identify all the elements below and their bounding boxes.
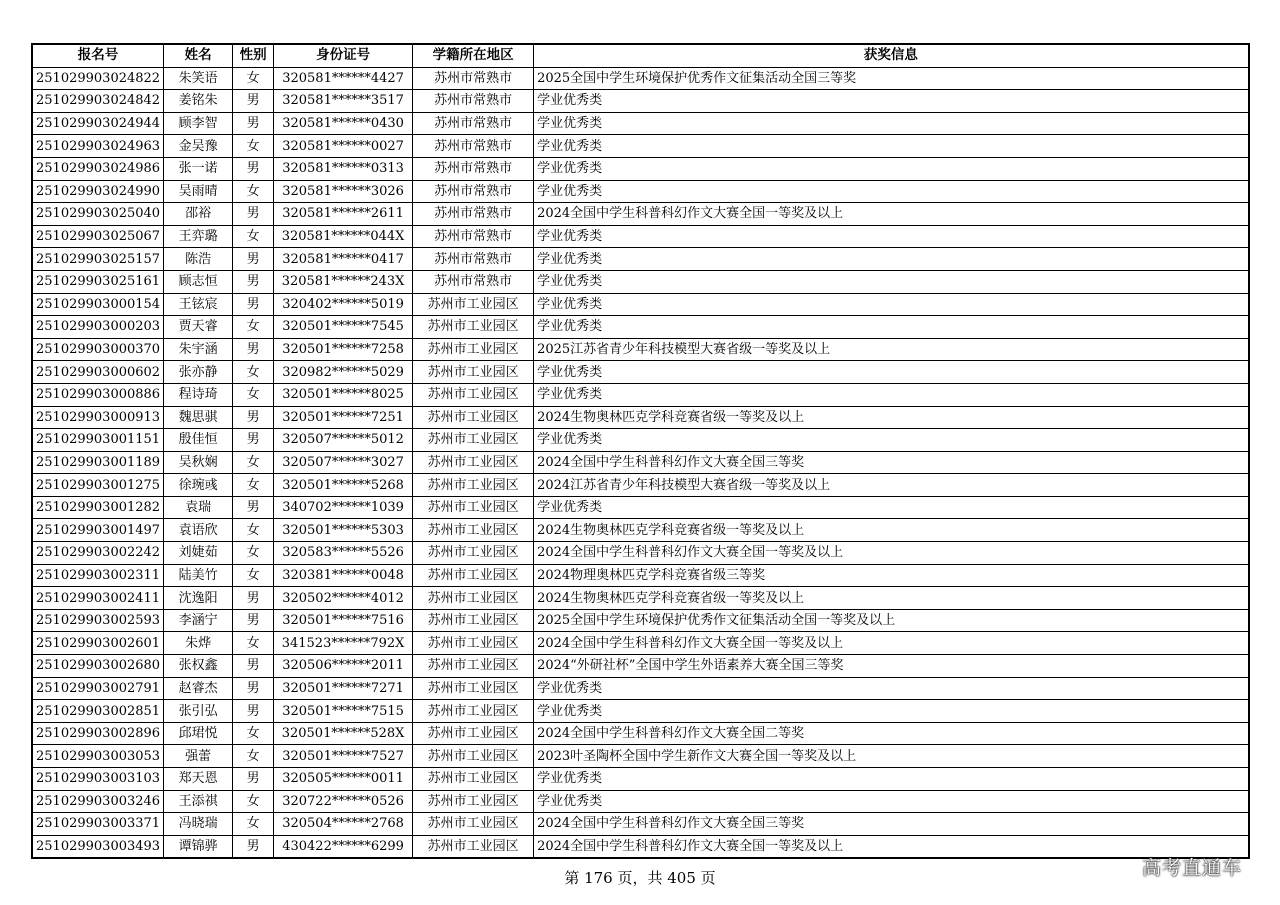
region-cell: 苏州市工业园区 <box>413 542 534 565</box>
gender-cell: 男 <box>233 835 274 858</box>
id-number-cell: 320581******0027 <box>274 135 413 158</box>
name-cell: 袁语欣 <box>164 519 233 542</box>
name-cell: 张引弘 <box>164 700 233 723</box>
table-row <box>32 180 1249 203</box>
table-row <box>32 835 1249 858</box>
registration-no-cell: 251029903000602 <box>32 361 164 384</box>
award-info-cell: 2024全国中学生科普科幻作文大赛全国一等奖及以上 <box>534 542 1249 565</box>
region-cell: 苏州市工业园区 <box>413 609 534 632</box>
registration-no-cell: 251029903001189 <box>32 451 164 474</box>
region-cell: 苏州市工业园区 <box>413 383 534 406</box>
registration-no-cell: 251029903002851 <box>32 700 164 723</box>
award-info-cell: 2024全国中学生科普科幻作文大赛全国一等奖及以上 <box>534 632 1249 655</box>
id-number-cell: 320581******0313 <box>274 157 413 180</box>
gender-cell: 女 <box>233 632 274 655</box>
registration-no-cell: 251029903025157 <box>32 248 164 271</box>
id-number-cell: 320501******528X <box>274 722 413 745</box>
name-cell: 顾志恒 <box>164 270 233 293</box>
gender-cell: 男 <box>233 587 274 610</box>
name-cell: 陈浩 <box>164 248 233 271</box>
table-row <box>32 542 1249 565</box>
id-number-cell: 320501******5268 <box>274 474 413 497</box>
region-cell: 苏州市常熟市 <box>413 90 534 113</box>
region-cell: 苏州市工业园区 <box>413 429 534 452</box>
id-number-cell: 320501******7516 <box>274 609 413 632</box>
column-header-id-number: 身份证号 <box>274 44 413 67</box>
registration-no-cell: 251029903002242 <box>32 542 164 565</box>
table-row <box>32 813 1249 836</box>
gender-cell: 男 <box>233 293 274 316</box>
name-cell: 陆美竹 <box>164 564 233 587</box>
registration-no-cell: 251029903003246 <box>32 790 164 813</box>
award-info-cell: 学业优秀类 <box>534 270 1249 293</box>
registration-no-cell: 251029903003103 <box>32 768 164 791</box>
name-cell: 殷佳恒 <box>164 429 233 452</box>
gender-cell: 男 <box>233 700 274 723</box>
award-info-cell: 学业优秀类 <box>534 316 1249 339</box>
region-cell: 苏州市常熟市 <box>413 135 534 158</box>
award-info-cell: 2025江苏省青少年科技模型大赛省级一等奖及以上 <box>534 338 1249 361</box>
registration-no-cell: 251029903002411 <box>32 587 164 610</box>
table-row <box>32 406 1249 429</box>
gender-cell: 女 <box>233 519 274 542</box>
gender-cell: 女 <box>233 542 274 565</box>
name-cell: 张权鑫 <box>164 655 233 678</box>
name-cell: 徐琬彧 <box>164 474 233 497</box>
name-cell: 冯晓瑞 <box>164 813 233 836</box>
name-cell: 刘婕茹 <box>164 542 233 565</box>
id-number-cell: 320505******0011 <box>274 768 413 791</box>
table-row <box>32 90 1249 113</box>
award-info-cell: 学业优秀类 <box>534 248 1249 271</box>
registration-no-cell: 251029903024990 <box>32 180 164 203</box>
id-number-cell: 320501******7271 <box>274 677 413 700</box>
region-cell: 苏州市工业园区 <box>413 835 534 858</box>
registration-no-cell: 251029903024944 <box>32 112 164 135</box>
page-number: 第 176 页，共 405 页 <box>564 869 716 887</box>
table-row <box>32 632 1249 655</box>
table-row <box>32 248 1249 271</box>
gender-cell: 男 <box>233 496 274 519</box>
region-cell: 苏州市常熟市 <box>413 248 534 271</box>
table-row <box>32 564 1249 587</box>
name-cell: 姜铭朱 <box>164 90 233 113</box>
award-info-cell: 学业优秀类 <box>534 90 1249 113</box>
award-info-cell: 2025全国中学生环境保护优秀作文征集活动全国一等奖及以上 <box>534 609 1249 632</box>
table-row <box>32 112 1249 135</box>
name-cell: 王添祺 <box>164 790 233 813</box>
table-row <box>32 316 1249 339</box>
gender-cell: 男 <box>233 157 274 180</box>
region-cell: 苏州市工业园区 <box>413 519 534 542</box>
id-number-cell: 320506******2011 <box>274 655 413 678</box>
gender-cell: 女 <box>233 722 274 745</box>
table-row <box>32 67 1249 90</box>
award-info-cell: 2024生物奥林匹克学科竞赛省级一等奖及以上 <box>534 519 1249 542</box>
region-cell: 苏州市常熟市 <box>413 112 534 135</box>
region-cell: 苏州市常熟市 <box>413 67 534 90</box>
region-cell: 苏州市常熟市 <box>413 180 534 203</box>
gender-cell: 男 <box>233 203 274 226</box>
table-row <box>32 135 1249 158</box>
id-number-cell: 320501******8025 <box>274 383 413 406</box>
gender-cell: 女 <box>233 745 274 768</box>
id-number-cell: 340702******1039 <box>274 496 413 519</box>
region-cell: 苏州市工业园区 <box>413 406 534 429</box>
registration-no-cell: 251029903025040 <box>32 203 164 226</box>
name-cell: 沈逸阳 <box>164 587 233 610</box>
table-row <box>32 429 1249 452</box>
award-info-cell: 学业优秀类 <box>534 790 1249 813</box>
table-row <box>32 745 1249 768</box>
award-info-cell: 学业优秀类 <box>534 293 1249 316</box>
gender-cell: 男 <box>233 248 274 271</box>
column-header-name: 姓名 <box>164 44 233 67</box>
id-number-cell: 320501******7527 <box>274 745 413 768</box>
id-number-cell: 320581******0430 <box>274 112 413 135</box>
award-info-cell: 2024全国中学生科普科幻作文大赛全国三等奖 <box>534 451 1249 474</box>
name-cell: 程诗琦 <box>164 383 233 406</box>
table-row <box>32 722 1249 745</box>
table-header-row <box>32 44 1249 67</box>
registration-no-cell: 251029903000913 <box>32 406 164 429</box>
region-cell: 苏州市常熟市 <box>413 203 534 226</box>
registration-no-cell: 251029903000154 <box>32 293 164 316</box>
name-cell: 王铉宸 <box>164 293 233 316</box>
name-cell: 邵裕 <box>164 203 233 226</box>
watermark-logo: 高考直通车 <box>1142 857 1243 879</box>
id-number-cell: 320507******5012 <box>274 429 413 452</box>
name-cell: 魏思骐 <box>164 406 233 429</box>
award-info-cell: 学业优秀类 <box>534 135 1249 158</box>
name-cell: 朱笑语 <box>164 67 233 90</box>
award-info-cell: 学业优秀类 <box>534 225 1249 248</box>
id-number-cell: 320581******243X <box>274 270 413 293</box>
id-number-cell: 320581******4427 <box>274 67 413 90</box>
region-cell: 苏州市工业园区 <box>413 587 534 610</box>
region-cell: 苏州市工业园区 <box>413 338 534 361</box>
registration-no-cell: 251029903025161 <box>32 270 164 293</box>
gender-cell: 男 <box>233 655 274 678</box>
region-cell: 苏州市工业园区 <box>413 316 534 339</box>
gender-cell: 男 <box>233 609 274 632</box>
gender-cell: 女 <box>233 474 274 497</box>
name-cell: 顾李智 <box>164 112 233 135</box>
table-row <box>32 474 1249 497</box>
gender-cell: 女 <box>233 67 274 90</box>
award-info-cell: 2024全国中学生科普科幻作文大赛全国一等奖及以上 <box>534 835 1249 858</box>
table-row <box>32 519 1249 542</box>
award-info-cell: 2024生物奥林匹克学科竞赛省级一等奖及以上 <box>534 587 1249 610</box>
id-number-cell: 320982******5029 <box>274 361 413 384</box>
award-info-cell: 学业优秀类 <box>534 677 1249 700</box>
gender-cell: 男 <box>233 677 274 700</box>
award-info-cell: 学业优秀类 <box>534 496 1249 519</box>
id-number-cell: 320502******4012 <box>274 587 413 610</box>
gender-cell: 女 <box>233 361 274 384</box>
gender-cell: 女 <box>233 451 274 474</box>
column-header-region: 学籍所在地区 <box>413 44 534 67</box>
name-cell: 邱珺悦 <box>164 722 233 745</box>
table-row <box>32 157 1249 180</box>
name-cell: 张亦静 <box>164 361 233 384</box>
table-row <box>32 225 1249 248</box>
gender-cell: 男 <box>233 90 274 113</box>
table-row <box>32 768 1249 791</box>
name-cell: 朱宇涵 <box>164 338 233 361</box>
name-cell: 袁瑞 <box>164 496 233 519</box>
name-cell: 谭锦骅 <box>164 835 233 858</box>
gender-cell: 男 <box>233 429 274 452</box>
id-number-cell: 320402******5019 <box>274 293 413 316</box>
region-cell: 苏州市工业园区 <box>413 632 534 655</box>
name-cell: 强蕾 <box>164 745 233 768</box>
region-cell: 苏州市工业园区 <box>413 293 534 316</box>
gender-cell: 女 <box>233 135 274 158</box>
region-cell: 苏州市工业园区 <box>413 451 534 474</box>
id-number-cell: 320501******7515 <box>274 700 413 723</box>
id-number-cell: 320581******0417 <box>274 248 413 271</box>
name-cell: 金吴豫 <box>164 135 233 158</box>
gender-cell: 女 <box>233 383 274 406</box>
region-cell: 苏州市工业园区 <box>413 474 534 497</box>
region-cell: 苏州市工业园区 <box>413 790 534 813</box>
table-row <box>32 203 1249 226</box>
gender-cell: 男 <box>233 768 274 791</box>
table-row <box>32 496 1249 519</box>
region-cell: 苏州市常熟市 <box>413 225 534 248</box>
region-cell: 苏州市工业园区 <box>413 768 534 791</box>
name-cell: 李涵宁 <box>164 609 233 632</box>
region-cell: 苏州市工业园区 <box>413 813 534 836</box>
gender-cell: 男 <box>233 112 274 135</box>
registration-no-cell: 251029903002791 <box>32 677 164 700</box>
name-cell: 贾天睿 <box>164 316 233 339</box>
name-cell: 吴秋娴 <box>164 451 233 474</box>
award-info-cell: 2024全国中学生科普科幻作文大赛全国一等奖及以上 <box>534 203 1249 226</box>
id-number-cell: 320581******3026 <box>274 180 413 203</box>
id-number-cell: 320581******044X <box>274 225 413 248</box>
award-info-cell: 2023叶圣陶杯全国中学生新作文大赛全国一等奖及以上 <box>534 745 1249 768</box>
registration-no-cell: 251029903002680 <box>32 655 164 678</box>
table-row <box>32 655 1249 678</box>
region-cell: 苏州市工业园区 <box>413 677 534 700</box>
id-number-cell: 320507******3027 <box>274 451 413 474</box>
award-info-cell: 学业优秀类 <box>534 361 1249 384</box>
id-number-cell: 320583******5526 <box>274 542 413 565</box>
column-header-gender: 性别 <box>233 44 274 67</box>
id-number-cell: 320381******0048 <box>274 564 413 587</box>
id-number-cell: 341523******792X <box>274 632 413 655</box>
table-row <box>32 361 1249 384</box>
id-number-cell: 320581******3517 <box>274 90 413 113</box>
gender-cell: 女 <box>233 813 274 836</box>
award-info-cell: 学业优秀类 <box>534 383 1249 406</box>
award-info-cell: 学业优秀类 <box>534 112 1249 135</box>
award-info-cell: 2024全国中学生科普科幻作文大赛全国二等奖 <box>534 722 1249 745</box>
name-cell: 张一诺 <box>164 157 233 180</box>
name-cell: 朱烨 <box>164 632 233 655</box>
award-info-cell: 2024江苏省青少年科技模型大赛省级一等奖及以上 <box>534 474 1249 497</box>
region-cell: 苏州市工业园区 <box>413 496 534 519</box>
name-cell: 赵睿杰 <box>164 677 233 700</box>
registration-no-cell: 251029903001497 <box>32 519 164 542</box>
registration-no-cell: 251029903003371 <box>32 813 164 836</box>
award-info-cell: 2025全国中学生环境保护优秀作文征集活动全国三等奖 <box>534 67 1249 90</box>
award-info-cell: 学业优秀类 <box>534 429 1249 452</box>
registration-no-cell: 251029903002593 <box>32 609 164 632</box>
table-row <box>32 270 1249 293</box>
table-row <box>32 700 1249 723</box>
registration-no-cell: 251029903002896 <box>32 722 164 745</box>
region-cell: 苏州市工业园区 <box>413 361 534 384</box>
name-cell: 郑天恩 <box>164 768 233 791</box>
table-row <box>32 338 1249 361</box>
region-cell: 苏州市工业园区 <box>413 722 534 745</box>
table-row <box>32 587 1249 610</box>
award-info-cell: 学业优秀类 <box>534 768 1249 791</box>
id-number-cell: 430422******6299 <box>274 835 413 858</box>
gender-cell: 女 <box>233 180 274 203</box>
gender-cell: 男 <box>233 270 274 293</box>
registration-no-cell: 251029903002311 <box>32 564 164 587</box>
award-info-cell: 学业优秀类 <box>534 700 1249 723</box>
table-row <box>32 790 1249 813</box>
gender-cell: 女 <box>233 564 274 587</box>
id-number-cell: 320501******7258 <box>274 338 413 361</box>
registration-no-cell: 251029903025067 <box>32 225 164 248</box>
gender-cell: 男 <box>233 338 274 361</box>
registration-no-cell: 251029903001151 <box>32 429 164 452</box>
registration-no-cell: 251029903002601 <box>32 632 164 655</box>
gender-cell: 女 <box>233 225 274 248</box>
registration-no-cell: 251029903000886 <box>32 383 164 406</box>
gender-cell: 女 <box>233 790 274 813</box>
id-number-cell: 320722******0526 <box>274 790 413 813</box>
award-info-cell: 2024生物奥林匹克学科竞赛省级一等奖及以上 <box>534 406 1249 429</box>
registration-no-cell: 251029903003493 <box>32 835 164 858</box>
registration-no-cell: 251029903000370 <box>32 338 164 361</box>
award-info-cell: 学业优秀类 <box>534 157 1249 180</box>
gender-cell: 女 <box>233 316 274 339</box>
region-cell: 苏州市工业园区 <box>413 745 534 768</box>
region-cell: 苏州市工业园区 <box>413 700 534 723</box>
registration-no-cell: 251029903001282 <box>32 496 164 519</box>
region-cell: 苏州市工业园区 <box>413 564 534 587</box>
registration-no-cell: 251029903024842 <box>32 90 164 113</box>
id-number-cell: 320581******2611 <box>274 203 413 226</box>
award-info-cell: 学业优秀类 <box>534 180 1249 203</box>
table-row <box>32 609 1249 632</box>
region-cell: 苏州市常熟市 <box>413 157 534 180</box>
table-row <box>32 677 1249 700</box>
registration-no-cell: 251029903000203 <box>32 316 164 339</box>
gender-cell: 男 <box>233 406 274 429</box>
registration-no-cell: 251029903024963 <box>32 135 164 158</box>
registration-no-cell: 251029903001275 <box>32 474 164 497</box>
region-cell: 苏州市常熟市 <box>413 270 534 293</box>
name-cell: 王弈璐 <box>164 225 233 248</box>
award-info-cell: 2024物理奥林匹克学科竞赛省级三等奖 <box>534 564 1249 587</box>
id-number-cell: 320501******7251 <box>274 406 413 429</box>
award-info-cell: 2024全国中学生科普科幻作文大赛全国三等奖 <box>534 813 1249 836</box>
registration-no-cell: 251029903024822 <box>32 67 164 90</box>
student-awards-table <box>31 43 1250 859</box>
registration-no-cell: 251029903003053 <box>32 745 164 768</box>
column-header-registration-no: 报名号 <box>32 44 164 67</box>
id-number-cell: 320501******7545 <box>274 316 413 339</box>
registration-no-cell: 251029903024986 <box>32 157 164 180</box>
award-info-cell: 2024“外研社杯”全国中学生外语素养大赛全国三等奖 <box>534 655 1249 678</box>
column-header-award-info: 获奖信息 <box>534 44 1249 67</box>
table-row <box>32 293 1249 316</box>
table-row <box>32 383 1249 406</box>
name-cell: 吴雨晴 <box>164 180 233 203</box>
id-number-cell: 320501******5303 <box>274 519 413 542</box>
id-number-cell: 320504******2768 <box>274 813 413 836</box>
table-row <box>32 451 1249 474</box>
region-cell: 苏州市工业园区 <box>413 655 534 678</box>
